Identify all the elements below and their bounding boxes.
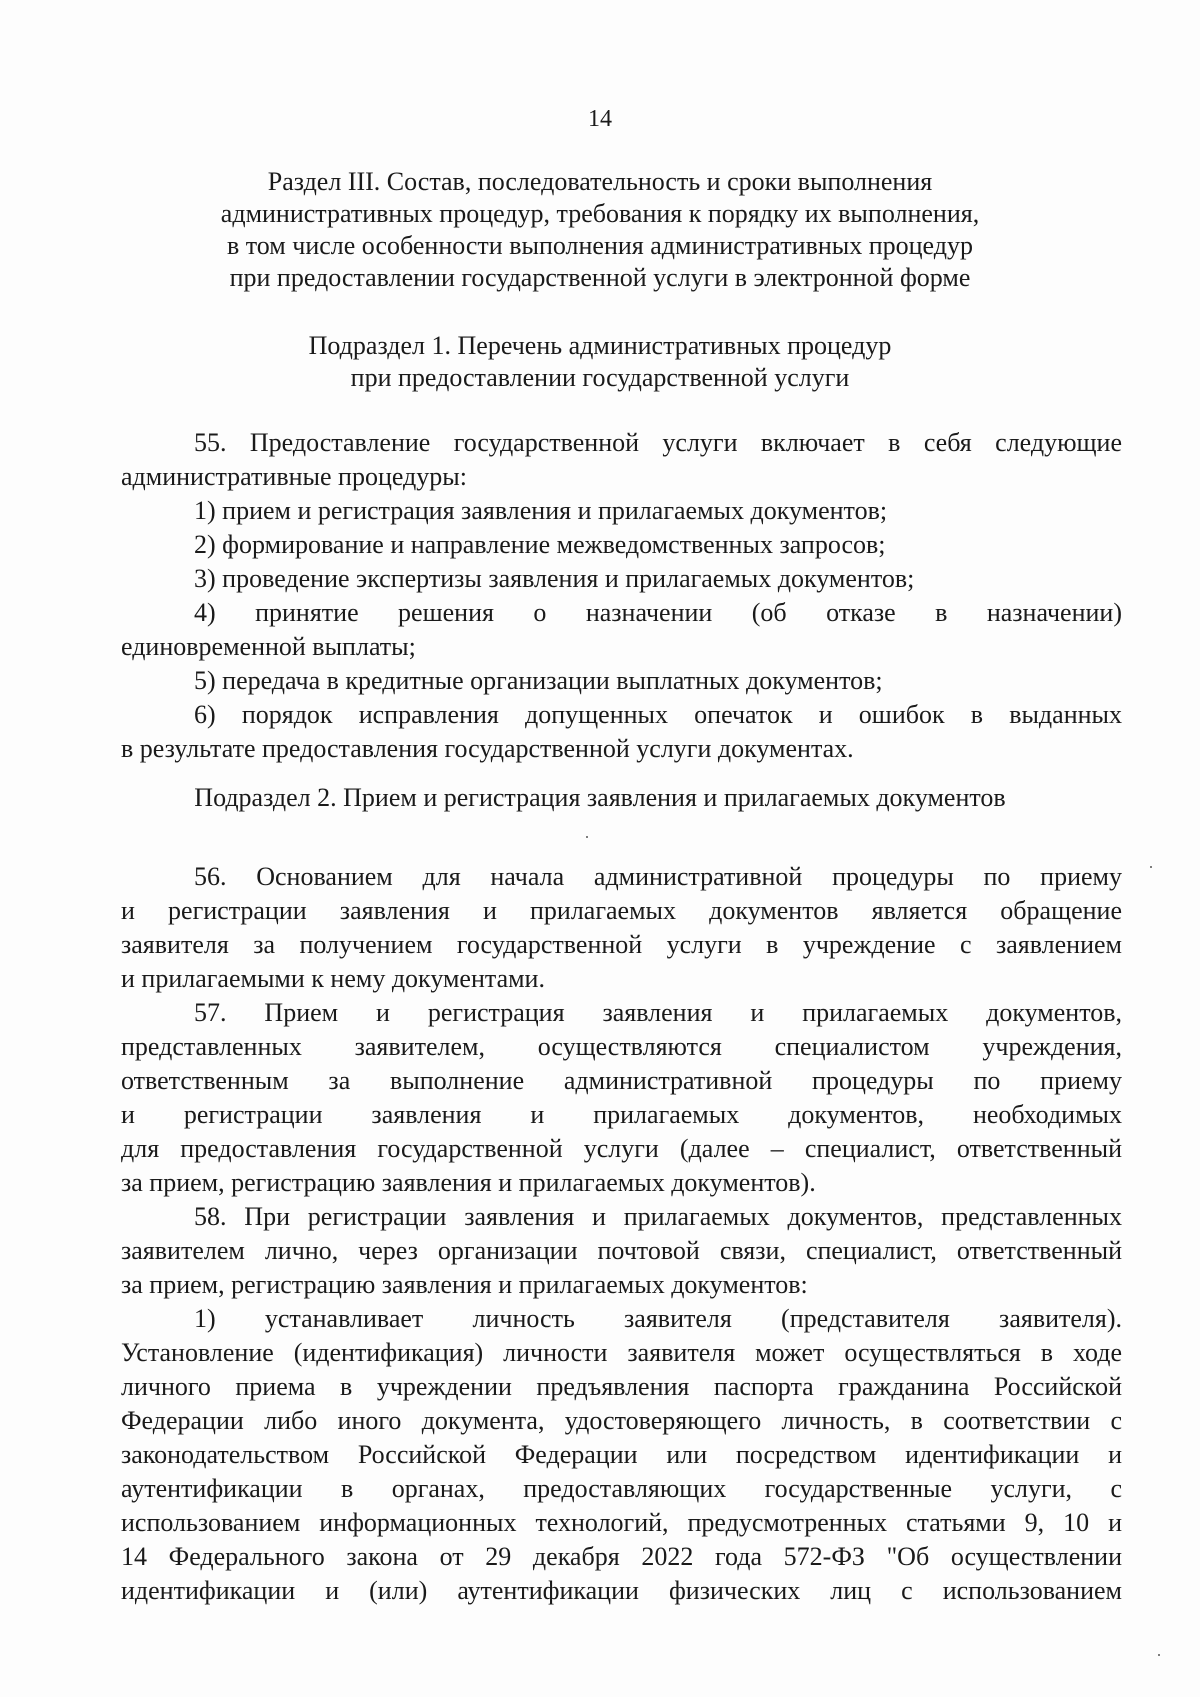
text-line: 14 Федерального закона от 29 декабря 2022 года 572-ФЗ "Об осуществлении: [121, 1542, 1122, 1571]
text-line: за прием, регистрацию заявления и прилагаемых документов:: [121, 1270, 808, 1299]
scan-speck: [1150, 866, 1152, 868]
scan-speck: [586, 836, 588, 838]
heading-line: при предоставлении государственной услуги в электронной форме: [229, 263, 971, 292]
text-line: 56. Основанием для начала административной процедуры по приему: [194, 862, 1122, 891]
text-line: Установление (идентификация) личности заявителя может осуществляться в ходе: [121, 1338, 1122, 1367]
subsection-heading: Подраздел 2. Прием и регистрация заявления и прилагаемых документов: [194, 783, 1006, 812]
heading-line: в том числе особенности выполнения административных процедур: [227, 231, 973, 260]
list-item: 3) проведение экспертизы заявления и прилагаемых документов;: [194, 564, 915, 593]
heading-line: административных процедур, требования к порядку их выполнения,: [220, 199, 980, 228]
text-line: представленных заявителем, осуществляются специалистом учреждения,: [121, 1032, 1122, 1061]
text-line: и регистрации заявления и прилагаемых документов является обращение: [121, 896, 1122, 925]
text-line: в результате предоставления государственной услуги документах.: [121, 734, 854, 763]
list-item: 1) устанавливает личность заявителя (представителя заявителя).: [194, 1304, 1122, 1333]
list-item: 2) формирование и направление межведомственных запросов;: [194, 530, 886, 559]
subsection-heading: [0, 330, 1200, 394]
text-line: и прилагаемыми к нему документами.: [121, 964, 545, 993]
text-line: заявителем лично, через организации почтовой связи, специалист, ответственный: [121, 1236, 1122, 1265]
text-line: 55. Предоставление государственной услуги включает в себя следующие: [194, 428, 1122, 457]
text-line: ответственным за выполнение административной процедуры по приему: [121, 1066, 1122, 1095]
list-item: 1) прием и регистрация заявления и прилагаемых документов;: [194, 496, 888, 525]
section-heading: [0, 166, 1200, 294]
text-line: единовременной выплаты;: [121, 632, 416, 661]
text-line: 57. Прием и регистрация заявления и прилагаемых документов,: [194, 998, 1122, 1027]
page-number: 14: [588, 106, 612, 132]
heading-line: Подраздел 1. Перечень административных процедур: [308, 331, 892, 360]
text-line: личного приема в учреждении предъявления паспорта гражданина Российской: [121, 1372, 1122, 1401]
scan-speck: [1158, 1654, 1160, 1656]
text-line: для предоставления государственной услуги (далее – специалист, ответственный: [121, 1134, 1122, 1163]
list-item: 6) порядок исправления допущенных опечаток и ошибок в выданных: [194, 700, 1122, 729]
text-line: идентификации и (или) аутентификации физических лиц с использованием: [121, 1576, 1122, 1605]
text-line: административные процедуры:: [121, 462, 467, 491]
heading-line: при предоставлении государственной услуги: [350, 363, 850, 392]
text-line: и регистрации заявления и прилагаемых документов, необходимых: [121, 1100, 1122, 1129]
text-line: за прием, регистрацию заявления и прилагаемых документов).: [121, 1168, 816, 1197]
text-line: Федерации либо иного документа, удостоверяющего личность, в соответствии с: [121, 1406, 1122, 1435]
text-line: заявителя за получением государственной услуги в учреждение с заявлением: [121, 930, 1122, 959]
heading-line: Раздел III. Состав, последовательность и сроки выполнения: [267, 167, 933, 196]
text-line: использованием информационных технологий, предусмотренных статьями 9, 10 и: [121, 1508, 1122, 1537]
list-item: 5) передача в кредитные организации выплатных документов;: [194, 666, 883, 695]
text-line: законодательством Российской Федерации или посредством идентификации и: [121, 1440, 1122, 1469]
text-line: 58. При регистрации заявления и прилагаемых документов, представленных: [194, 1202, 1122, 1231]
list-item: 4) принятие решения о назначении (об отказе в назначении): [194, 598, 1122, 627]
text-line: аутентификации в органах, предоставляющих государственные услуги, с: [121, 1474, 1122, 1503]
